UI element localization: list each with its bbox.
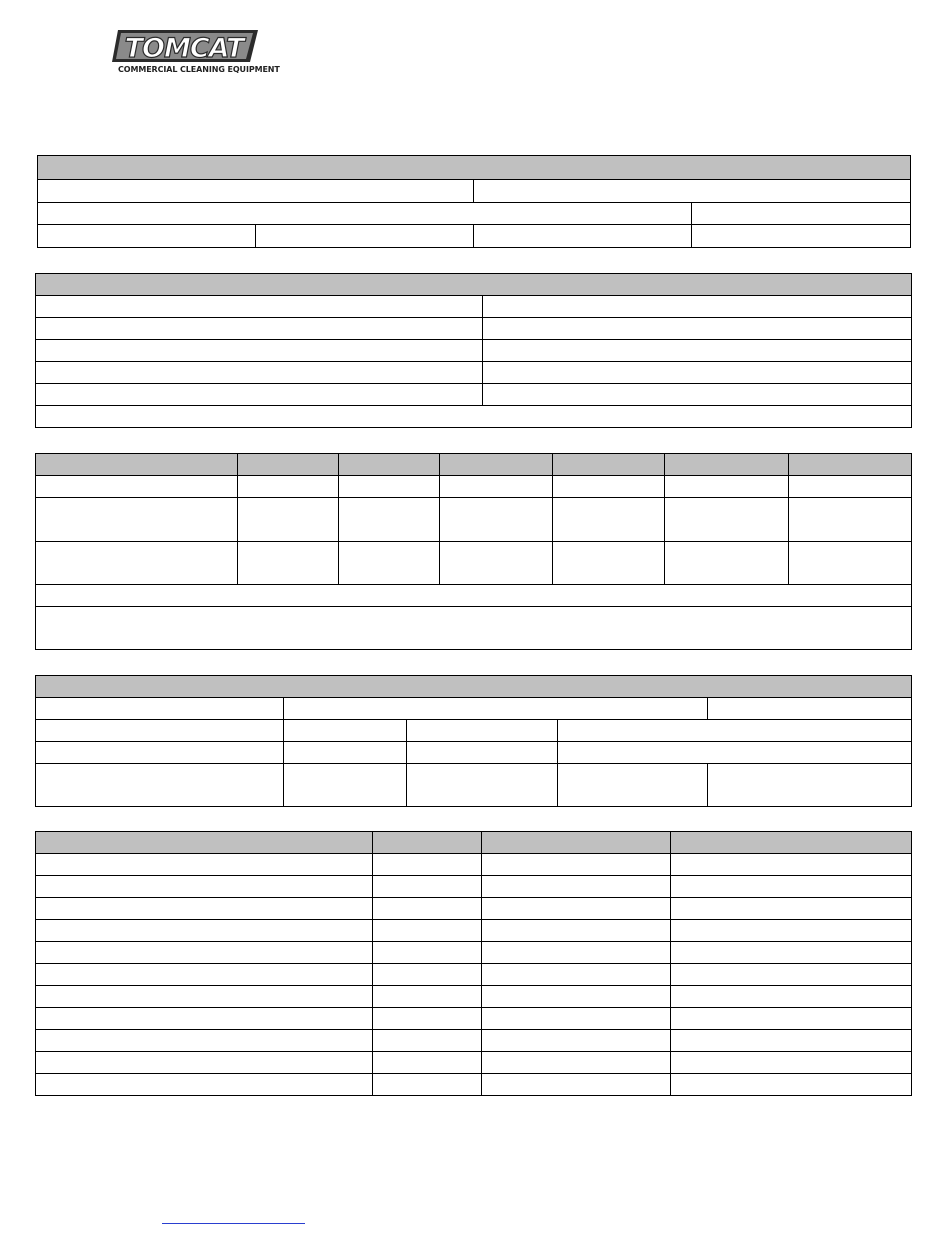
readings-cell[interactable] <box>238 542 339 585</box>
parts-cell[interactable] <box>36 964 373 986</box>
machine-field[interactable] <box>483 362 912 384</box>
parts-cell[interactable] <box>671 964 912 986</box>
customer-info-table <box>37 155 911 248</box>
machine-info-table <box>35 273 912 428</box>
charger-field[interactable] <box>708 698 912 720</box>
parts-cell[interactable] <box>36 920 373 942</box>
charger-field[interactable] <box>284 698 708 720</box>
parts-header-cell <box>482 832 671 854</box>
charger-info-table <box>35 675 912 807</box>
charger-field[interactable] <box>36 742 284 764</box>
readings-header-cell <box>36 454 238 476</box>
parts-cell[interactable] <box>482 876 671 898</box>
parts-header-cell <box>671 832 912 854</box>
parts-cell[interactable] <box>373 1030 482 1052</box>
parts-cell[interactable] <box>482 1008 671 1030</box>
parts-cell[interactable] <box>482 920 671 942</box>
readings-cell[interactable] <box>36 542 238 585</box>
customer-field[interactable] <box>256 225 474 248</box>
readings-cell[interactable] <box>553 542 665 585</box>
readings-cell[interactable] <box>440 498 553 542</box>
charger-field[interactable] <box>36 764 284 807</box>
parts-cell[interactable] <box>36 1030 373 1052</box>
parts-cell[interactable] <box>373 1008 482 1030</box>
customer-field[interactable] <box>38 225 256 248</box>
machine-field[interactable] <box>483 384 912 406</box>
customer-info-header <box>38 156 911 180</box>
machine-field[interactable] <box>483 296 912 318</box>
parts-cell[interactable] <box>373 1074 482 1096</box>
machine-field[interactable] <box>36 406 912 428</box>
machine-field[interactable] <box>36 340 483 362</box>
readings-cell[interactable] <box>440 476 553 498</box>
parts-cell[interactable] <box>373 876 482 898</box>
parts-cell[interactable] <box>482 986 671 1008</box>
parts-cell[interactable] <box>482 898 671 920</box>
parts-cell[interactable] <box>671 1030 912 1052</box>
parts-cell[interactable] <box>671 920 912 942</box>
machine-field[interactable] <box>36 296 483 318</box>
tomcat-logo <box>112 28 280 78</box>
readings-header-cell <box>553 454 665 476</box>
readings-cell[interactable] <box>440 542 553 585</box>
parts-cell[interactable] <box>671 876 912 898</box>
charger-field[interactable] <box>708 764 912 807</box>
brand-tagline: COMMERCIAL CLEANING EQUIPMENT <box>118 65 280 74</box>
parts-cell[interactable] <box>373 1052 482 1074</box>
readings-cell[interactable] <box>553 498 665 542</box>
brand-name: TOMCAT <box>124 33 244 64</box>
parts-cell[interactable] <box>671 942 912 964</box>
readings-cell[interactable] <box>665 498 789 542</box>
parts-header-cell <box>373 832 482 854</box>
parts-cell[interactable] <box>482 942 671 964</box>
readings-cell[interactable] <box>238 498 339 542</box>
charger-field[interactable] <box>407 720 558 742</box>
readings-cell[interactable] <box>238 476 339 498</box>
parts-cell[interactable] <box>36 898 373 920</box>
parts-cell[interactable] <box>482 854 671 876</box>
parts-cell[interactable] <box>36 1074 373 1096</box>
charger-field[interactable] <box>284 720 407 742</box>
readings-cell[interactable] <box>36 498 238 542</box>
readings-cell[interactable] <box>339 498 440 542</box>
readings-cell[interactable] <box>789 542 912 585</box>
charger-field[interactable] <box>407 742 558 764</box>
parts-cell[interactable] <box>482 1030 671 1052</box>
customer-field[interactable] <box>692 203 911 225</box>
battery-readings-table <box>35 453 912 650</box>
parts-list-table <box>35 831 912 1096</box>
charger-info-header <box>36 676 912 698</box>
readings-note-field[interactable] <box>36 585 912 607</box>
parts-cell[interactable] <box>36 986 373 1008</box>
parts-cell[interactable] <box>373 964 482 986</box>
parts-cell[interactable] <box>671 1008 912 1030</box>
readings-cell[interactable] <box>36 476 238 498</box>
parts-cell[interactable] <box>36 876 373 898</box>
parts-cell[interactable] <box>671 986 912 1008</box>
readings-header-cell <box>339 454 440 476</box>
readings-cell[interactable] <box>339 542 440 585</box>
tomcat-logo-wordmark <box>112 28 262 64</box>
parts-cell[interactable] <box>373 942 482 964</box>
parts-cell[interactable] <box>36 1008 373 1030</box>
customer-field[interactable] <box>38 203 692 225</box>
customer-field[interactable] <box>474 225 692 248</box>
parts-cell[interactable] <box>671 898 912 920</box>
parts-cell[interactable] <box>373 986 482 1008</box>
readings-cell[interactable] <box>789 498 912 542</box>
readings-cell[interactable] <box>665 542 789 585</box>
readings-header-cell <box>440 454 553 476</box>
readings-header-cell <box>238 454 339 476</box>
charger-field[interactable] <box>558 720 912 742</box>
readings-header-cell <box>789 454 912 476</box>
parts-cell[interactable] <box>373 898 482 920</box>
machine-field[interactable] <box>36 318 483 340</box>
readings-cell[interactable] <box>553 476 665 498</box>
parts-cell[interactable] <box>36 1052 373 1074</box>
parts-cell[interactable] <box>482 1074 671 1096</box>
charger-field[interactable] <box>284 742 407 764</box>
machine-info-header <box>36 274 912 296</box>
readings-cell[interactable] <box>789 476 912 498</box>
parts-cell[interactable] <box>373 920 482 942</box>
readings-comments-field[interactable] <box>36 607 912 650</box>
customer-field[interactable] <box>474 180 911 203</box>
parts-cell[interactable] <box>373 854 482 876</box>
footer-link[interactable] <box>162 1216 305 1224</box>
charger-field[interactable] <box>36 720 284 742</box>
parts-header-cell <box>36 832 373 854</box>
parts-cell[interactable] <box>671 854 912 876</box>
parts-cell[interactable] <box>36 942 373 964</box>
readings-cell[interactable] <box>665 476 789 498</box>
parts-cell[interactable] <box>36 854 373 876</box>
customer-field[interactable] <box>38 180 474 203</box>
parts-cell[interactable] <box>671 1074 912 1096</box>
machine-field[interactable] <box>483 340 912 362</box>
machine-field[interactable] <box>483 318 912 340</box>
charger-field[interactable] <box>558 764 708 807</box>
parts-cell[interactable] <box>482 964 671 986</box>
charger-field[interactable] <box>558 742 912 764</box>
machine-field[interactable] <box>36 384 483 406</box>
charger-field[interactable] <box>407 764 558 807</box>
machine-field[interactable] <box>36 362 483 384</box>
readings-header-cell <box>665 454 789 476</box>
parts-cell[interactable] <box>482 1052 671 1074</box>
parts-cell[interactable] <box>671 1052 912 1074</box>
readings-cell[interactable] <box>339 476 440 498</box>
charger-field[interactable] <box>36 698 284 720</box>
customer-field[interactable] <box>692 225 911 248</box>
charger-field[interactable] <box>284 764 407 807</box>
